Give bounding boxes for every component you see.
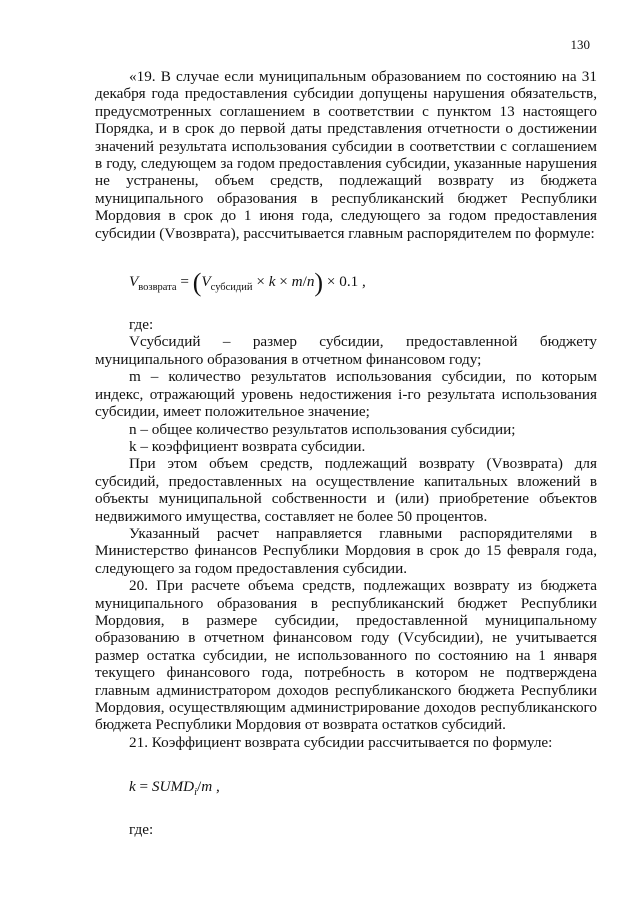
formula2-m: m [201,778,213,796]
document-body [95,68,597,839]
formula-eq: = [180,273,189,291]
formula-n: n [306,273,315,291]
paragraph-k: k – коэффициент возврата субсидии. [129,437,366,455]
formula2-sum: SUMD [151,778,195,796]
formula-paren-close: ) [314,268,324,298]
paragraph-calculation: Указанный расчет направляется главными распорядителями в Министерство финансов Республики Мордовия в срок до 15 февраля года, следующего за годом предоставления субсидии. [95,524,597,577]
formula-v-return [129,266,597,298]
formula-tail: , [362,273,366,291]
formula-v2-sub: субсидий [210,282,253,294]
paragraph-where-2: где: [129,821,154,839]
formula-coef: 0.1 [339,273,359,291]
paragraph-where-1: где: [129,316,154,334]
paragraph-m: m – количество результатов использования субсидии, по которым индекс, отражающий уровень недостижения i-го результата использования субсидии, имеет положительное значение; [95,368,597,421]
paragraph-19: «19. В случае если муниципальным образованием по состоянию на 31 декабря года предоставления субсидии допущены нарушения обязательств, предусмотренных соглашением в соответствии с пунктом 13 настоящего Порядка, и в срок до первой даты представления отчетности о достижении значений результата использования субсидии в соответствии с соглашением в году, следующем за годом предоставления субсидии, указанные нарушения не устранены, объем средств, подлежащий возврату из бюджета муниципального образования в республиканский бюджет Республики Мордовия в срок до 1 июня года, следующего за годом предоставления субсидии (Vвозврата), рассчитывается главным распорядителем по формуле: [95,68,597,242]
formula2-sum-sub: i [194,787,198,799]
formula-m: m [291,273,303,291]
formula-k-coefficient [129,777,597,797]
paragraph-v-subsidy: Vсубсидий – размер субсидии, предоставленной бюджету муниципального образования в отчетном финансовом году; [95,333,597,368]
formula2-slash: / [197,778,202,796]
formula-v-sub: возврата [138,282,177,294]
paragraph-n: n – общее количество результатов использования субсидии; [129,420,516,438]
formula-times-3: × [326,273,336,291]
paragraph-capital: При этом объем средств, подлежащий возврату (Vвозврата) для субсидий, предоставленных на осуществление капитальных вложений в объекты муниципальной собственности и (или) приобретение объектов недвижимого имущества, составляет не более 50 процентов. [95,455,597,525]
formula-times-2: × [279,273,288,291]
formula-slash: / [302,273,307,291]
paragraph-20: 20. При расчете объема средств, подлежащих возврату из бюджета муниципального образования в республиканский бюджет Республики Мордовия, в размере субсидии, предоставленной муниципальному образованию в отчетном финансовом году (Vсубсидии), не учитывается размер остатка субсидии, не использованного по состоянию на 1 января текущего финансового года, потребность в котором не подтверждена главным администратором доходов республиканского бюджета Республики Мордовия, осуществляющим администрирование доходов республиканского бюджета Республики Мордовия от возврата остатков субсидий. [95,577,597,734]
formula-v: V [129,273,139,291]
formula2-lhs: k [129,778,136,796]
paragraph-21: 21. Коэффициент возврата субсидии рассчитывается по формуле: [129,733,553,751]
formula-paren-open: ( [192,268,202,298]
formula2-tail: , [216,778,220,796]
formula-k: k [268,273,276,291]
formula-times-1: × [256,273,265,291]
formula2-eq: = [139,778,149,796]
formula-v2: V [201,273,211,291]
page-number: 130 [570,37,590,52]
